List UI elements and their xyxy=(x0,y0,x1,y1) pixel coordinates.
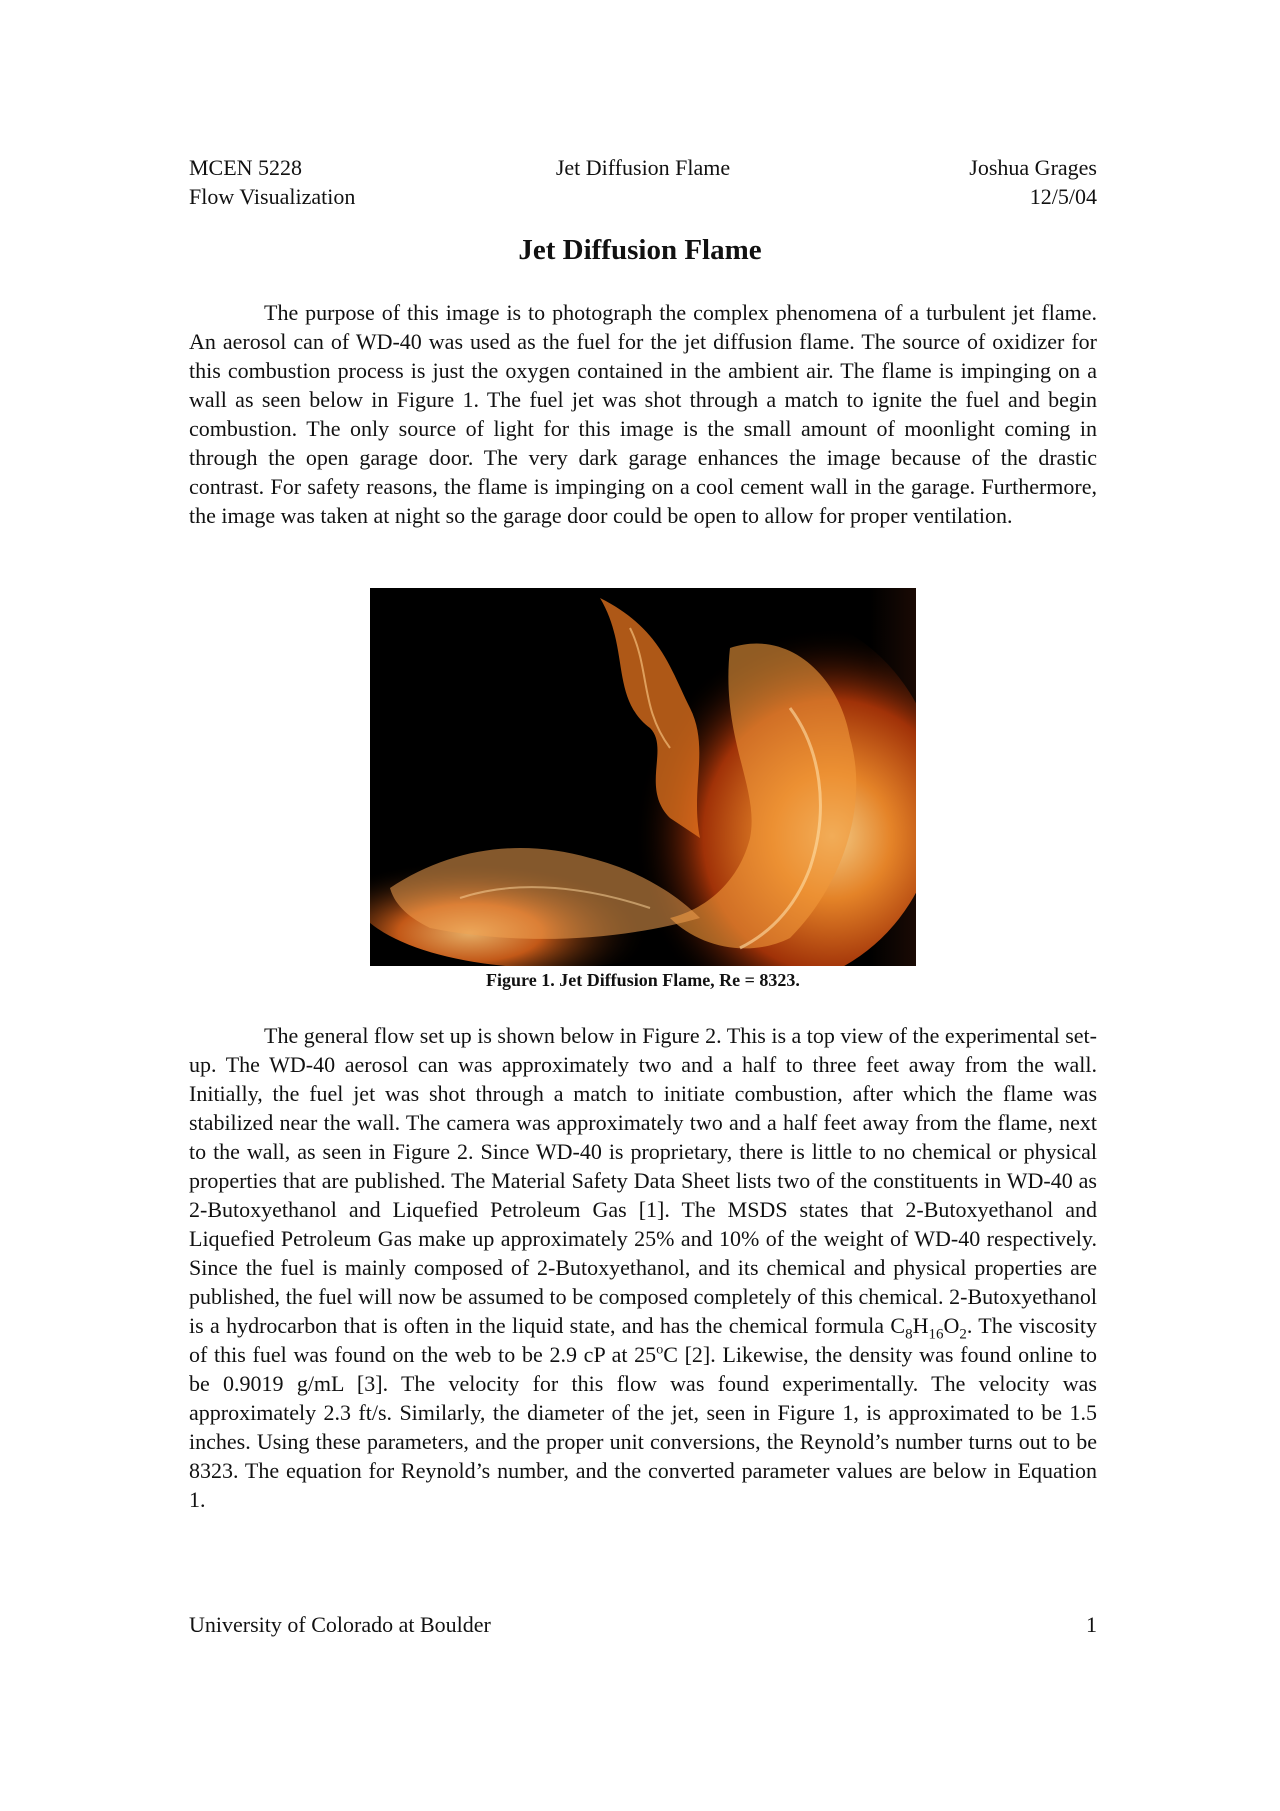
header-center-title: Jet Diffusion Flame xyxy=(555,155,731,180)
formula-hydrogen: H xyxy=(912,1313,929,1338)
flame-photograph xyxy=(370,588,916,966)
page-number: 1 xyxy=(1086,1612,1097,1637)
page-footer xyxy=(189,1611,1097,1639)
paragraph-setup-text-1: The general flow set up is shown below in Figure 2. This is a top view of the experimental set-up. The WD-40 aerosol can was approximately two and a half to three feet away from the wall. Initially, the fuel jet was shot through a match to initiate combustion, after which the flame was stabilized near the wall. The camera was approximately two and a half feet away from the flame, next to the wall, as seen in Figure 2. Since WD-40 is proprietary, there is little to no chemical or physical properties that are published. The Material Safety Data Sheet lists two of the constituents in WD-40 as 2-Butoxyethanol and Liquefied Petroleum Gas [1]. The MSDS states that 2-Butoxyethanol and Liquefied Petroleum Gas make up approximately 25% and 10% of the weight of WD-40 respectively. Since the fuel is mainly composed of 2-Butoxyethanol, and its chemical and physical properties are published, the fuel will now be assumed to be composed completely of this chemical. 2-Butoxyethanol is a hydrocarbon that is often in the liquid state, and has the chemical formula xyxy=(189,1023,1097,1338)
formula-hydrogen-count: 16 xyxy=(928,1326,944,1343)
formula-oxygen: O xyxy=(943,1313,960,1338)
formula-carbon-count: 8 xyxy=(905,1326,913,1343)
figure-caption: Figure 1. Jet Diffusion Flame, Re = 8323. xyxy=(486,970,800,990)
degree-symbol: o xyxy=(656,1342,664,1358)
header-row-1 xyxy=(189,154,1097,182)
formula-carbon: C xyxy=(890,1313,906,1338)
document-title: Jet Diffusion Flame xyxy=(518,234,762,266)
document-date: 12/5/04 xyxy=(1029,184,1097,209)
paragraph-purpose-text: The purpose of this image is to photograph the complex phenomena of a turbulent jet flame. An aerosol can of WD-40 was used as the fuel for the jet diffusion flame. The source of oxidizer for this combustion process is just the oxygen contained in the ambient air. The flame is impinging on a wall as seen below in Figure 1. The fuel jet was shot through a match to ignite the fuel and begin combustion. The only source of light for this image is the small amount of moonlight coming in through the open garage door. The very dark garage enhances the image because of the drastic contrast. For safety reasons, the flame is impinging on a cool cement wall in the garage. Furthermore, the image was taken at night so the garage door could be open to allow for proper ventilation. xyxy=(189,300,1097,528)
author-name: Joshua Grages xyxy=(969,155,1097,180)
chemical-formula xyxy=(890,1313,967,1343)
header-row-2 xyxy=(189,183,1097,211)
flame-image xyxy=(370,588,916,966)
paragraph-setup-text-2: . The viscosity of this fuel was found on the web to be 2.9 cP at 25 xyxy=(189,1313,1098,1367)
paragraph-purpose xyxy=(189,298,1097,530)
course-number: MCEN 5228 xyxy=(189,155,303,180)
course-title: Flow Visualization xyxy=(189,184,356,209)
paragraph-setup-text-3: C [2]. Likewise, the density was found online to be 0.9019 g/mL [3]. The velocity for this flow was found experimentally. The velocity was approximately 2.3 ft/s. Similarly, the diameter of the jet, seen in Figure 1, is approximated to be 1.5 inches. Using these parameters, and the proper unit conversions, the Reynold’s number turns out to be 8323. The equation for Reynold’s number, and the converted parameter values are below in Equation 1. xyxy=(189,1342,1097,1512)
footer-institution: University of Colorado at Boulder xyxy=(189,1612,491,1637)
formula-oxygen-count: 2 xyxy=(959,1326,967,1343)
paragraph-setup xyxy=(189,1021,1097,1514)
